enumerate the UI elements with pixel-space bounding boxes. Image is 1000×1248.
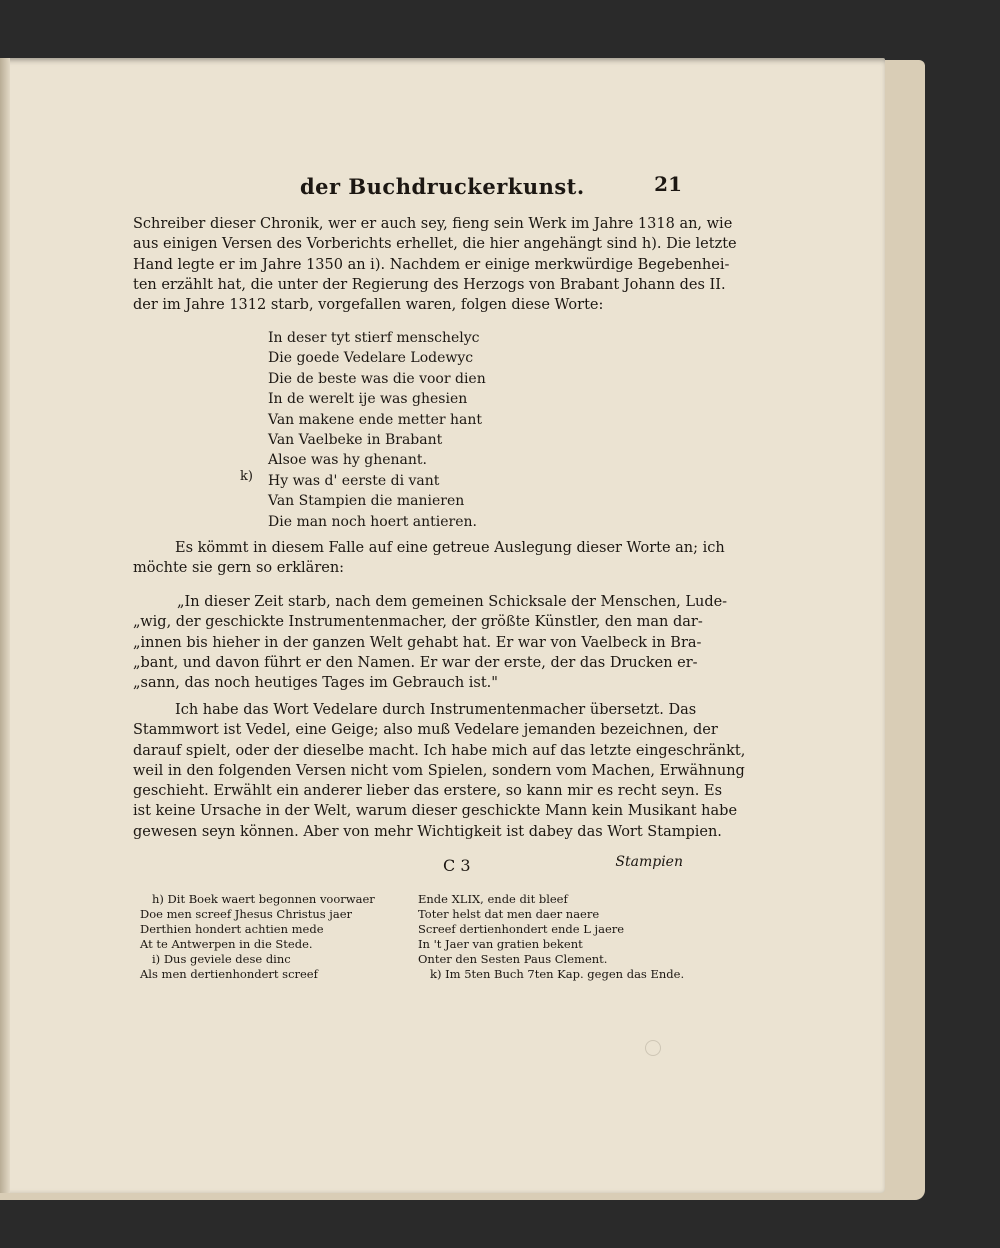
- paragraph-2: [133, 538, 725, 579]
- poem-line: Alsoe was hy ghenant.: [268, 452, 427, 469]
- quote-line: „bant, und davon führt er den Namen. Er war der erste, der das Drucken er-: [133, 654, 698, 671]
- poem: [240, 328, 570, 532]
- poem-line: In de werelt ije was ghesien: [268, 391, 468, 408]
- text-line: darauf spielt, oder der dieselbe macht. Ich habe mich auf das letzte eingeschränkt,: [133, 742, 746, 759]
- footnote-line: Als men dertienhondert screef: [140, 967, 318, 981]
- quote-line: „wig, der geschickte Instrumentenmacher, der größte Künstler, den man dar-: [133, 614, 703, 631]
- quote-line: „innen bis hieher in der ganzen Welt gehabt hat. Er war von Vaelbeck in Bra-: [133, 634, 702, 651]
- text-line: Stammwort ist Vedel, eine Geige; also muß Vedelare jemanden bezeichnen, der: [133, 722, 718, 739]
- text-line: aus einigen Versen des Vorberichts erhellet, die hier angehängt sind h). Die letzte: [133, 236, 737, 253]
- quote-line: „In dieser Zeit starb, nach dem gemeinen Schicksale der Menschen, Lude-: [177, 594, 728, 610]
- footnote-line: i) Dus geviele dese dinc: [152, 952, 291, 966]
- text-line: gewesen seyn können. Aber von mehr Wichtigkeit ist dabey das Wort Stampien.: [133, 823, 722, 840]
- footnote-line: Derthien hondert achtien mede: [140, 922, 324, 936]
- page-number: 21: [654, 172, 682, 196]
- footnote-line: At te Antwerpen in die Stede.: [140, 937, 313, 951]
- catchword: Stampien: [615, 854, 683, 870]
- footnotes-left: [140, 892, 400, 982]
- signature-mark: C 3: [443, 856, 471, 875]
- footnote-line: Screef dertienhondert ende L jaere: [418, 922, 625, 936]
- poem-line: In deser tyt stierf menschelyc: [268, 330, 480, 346]
- footnote-line: Ende XLIX, ende dit bleef: [418, 892, 568, 906]
- poem-line: Van makene ende metter hant: [268, 411, 483, 428]
- quote-line: „sann, das noch heutiges Tages im Gebrauch ist.": [133, 675, 498, 692]
- poem-line: Van Stampien die manieren: [268, 493, 465, 510]
- text-line: Schreiber dieser Chronik, wer er auch sey, fieng sein Werk im Jahre 1318 an, wie: [133, 216, 733, 232]
- poem-line: Van Vaelbeke in Brabant: [268, 432, 443, 449]
- poem-line-text: Hy was d' eerste di vant: [268, 472, 440, 489]
- footnote-mark: k): [240, 468, 253, 484]
- poem-line: Die de beste was die voor dien: [268, 370, 486, 387]
- paragraph-1: [133, 214, 737, 315]
- poem-line: [240, 468, 570, 491]
- quotation: [133, 592, 728, 693]
- poem-line: Die man noch hoert antieren.: [268, 513, 477, 530]
- text-line: möchte sie gern so erklären:: [133, 560, 345, 577]
- text-line: Hand legte er im Jahre 1350 an i). Nachdem er einige merkwürdige Begebenhei-: [133, 256, 730, 273]
- poem-line: Die goede Vedelare Lodewyc: [268, 350, 474, 367]
- text-line: Es kömmt in diesem Falle auf eine getreue Auslegung dieser Worte an; ich: [175, 540, 725, 556]
- footnote-line: h) Dit Boek waert begonnen voorwaer: [152, 892, 375, 906]
- page-gutter: [0, 58, 10, 1193]
- watermark-stain: [645, 1040, 661, 1056]
- footnote-line: Onter den Sesten Paus Clement.: [418, 952, 608, 966]
- paragraph-3: [133, 700, 746, 842]
- text-line: ten erzählt hat, die unter der Regierung des Herzogs von Brabant Johann des II.: [133, 276, 726, 293]
- text-line: weil in den folgenden Versen nicht vom Spielen, sondern vom Machen, Erwähnung: [133, 762, 745, 779]
- text-line: Ich habe das Wort Vedelare durch Instrumentenmacher übersetzt. Das: [175, 702, 697, 718]
- footnote-line: Toter helst dat men daer naere: [418, 907, 600, 921]
- running-head: der Buchdruckerkunst.: [300, 174, 585, 199]
- text-line: ist keine Ursache in der Welt, warum dieser geschickte Mann kein Musikant habe: [133, 803, 738, 820]
- footnote-line: k) Im 5ten Buch 7ten Kap. gegen das Ende.: [430, 967, 685, 981]
- text-line: geschieht. Erwählt ein anderer lieber das erstere, so kann mir es recht seyn. Es: [133, 783, 723, 800]
- page-header: [300, 170, 690, 206]
- page-footer: [133, 852, 683, 876]
- footnote-line: Doe men screef Jhesus Christus jaer: [140, 907, 353, 921]
- text-line: der im Jahre 1312 starb, vorgefallen waren, folgen diese Worte:: [133, 297, 604, 314]
- footnote-line: In 't Jaer van gratien bekent: [418, 937, 583, 951]
- footnotes-right: [418, 892, 688, 982]
